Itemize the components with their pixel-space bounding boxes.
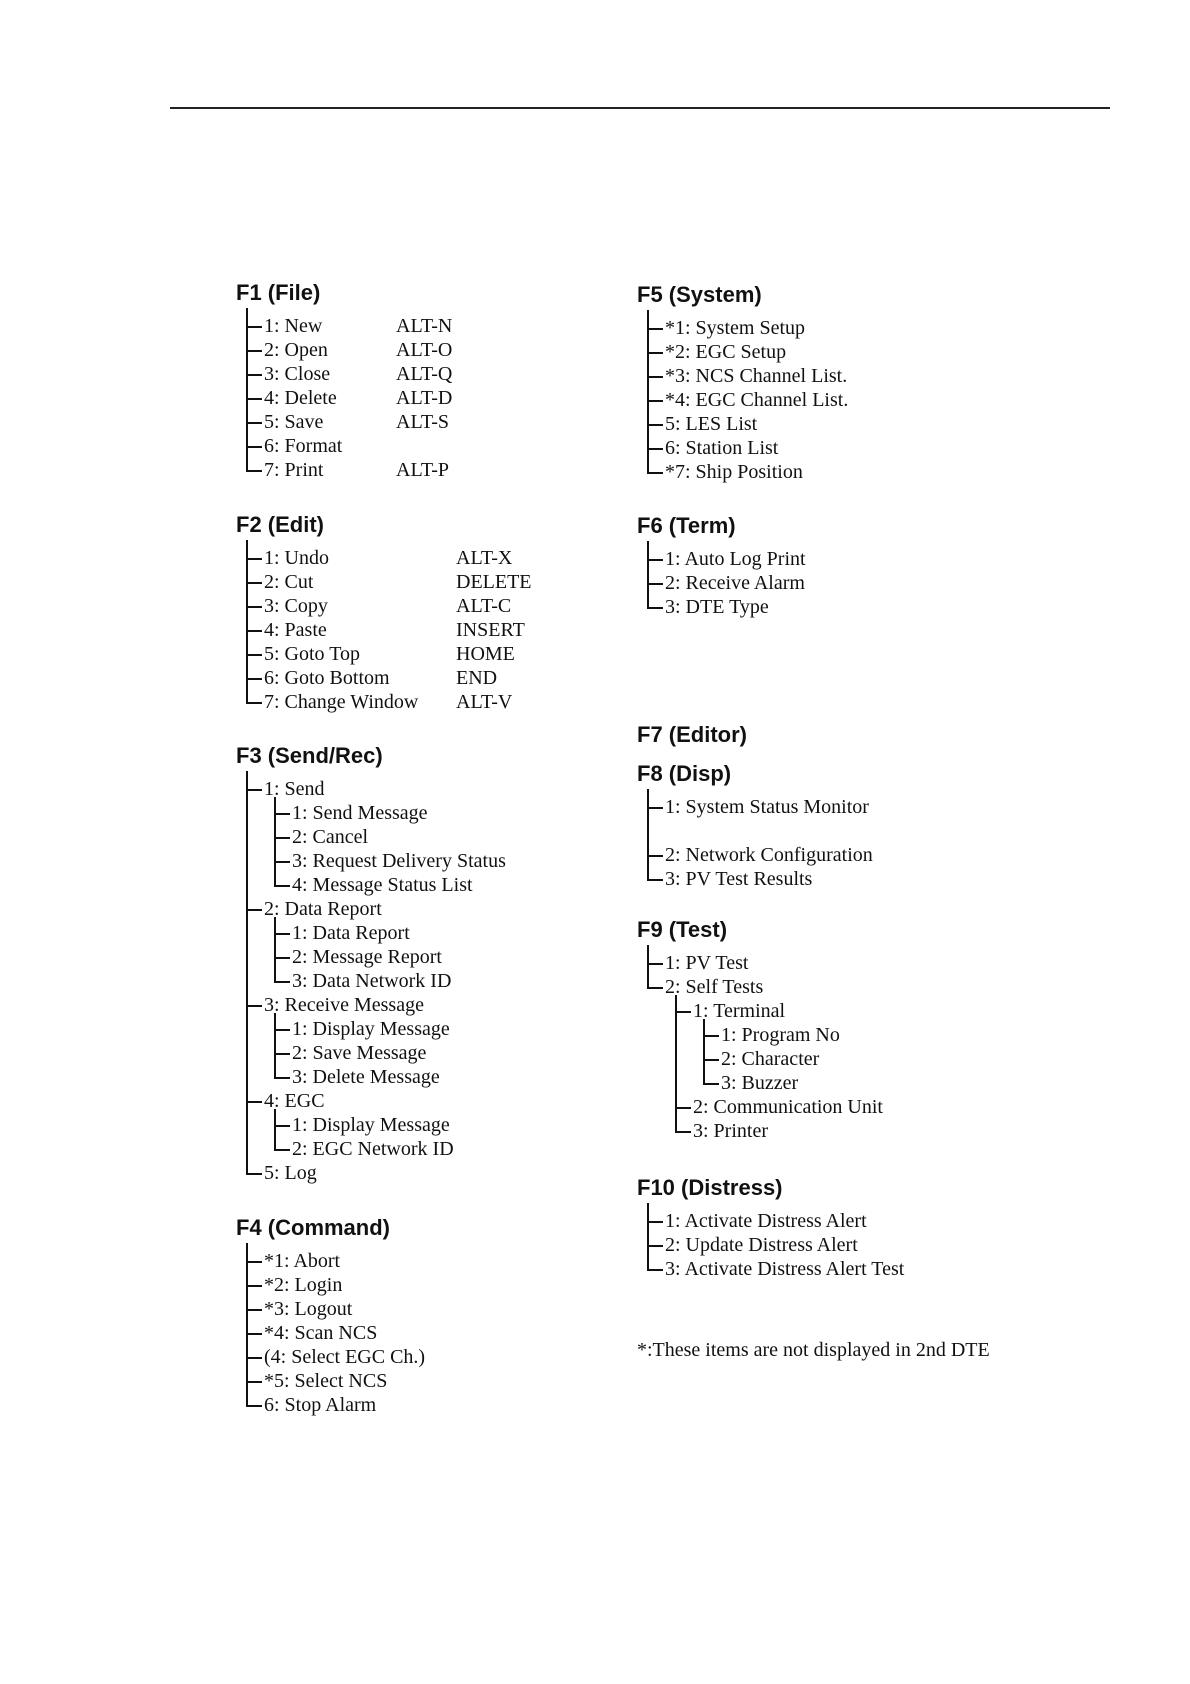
tree-connector-line <box>246 446 262 448</box>
tree-connector-line <box>246 326 262 328</box>
tree-connector-line <box>246 1285 262 1287</box>
tree-connector-line <box>246 1309 262 1311</box>
menu-item-label: 2: Character <box>721 1048 820 1070</box>
menu-item-label: 1: Display Message <box>292 1114 450 1136</box>
menu-item-label: 3: Delete Message <box>292 1066 440 1088</box>
tree-connector-line <box>647 448 663 450</box>
menu-f7 <box>637 720 747 750</box>
tree-connector-line <box>274 813 290 815</box>
tree-connector-line <box>675 1107 691 1109</box>
menu-item-label: 7: Print <box>264 459 324 481</box>
tree-connector-line <box>246 470 262 472</box>
menu-item-label: 6: Stop Alarm <box>264 1394 377 1416</box>
tree-connector-line <box>246 1173 262 1175</box>
menu-item-label: 3: Request Delivery Status <box>292 850 506 872</box>
menu-f9 <box>637 915 883 1142</box>
tree-branch-line <box>647 1203 649 1269</box>
tree-connector-line <box>647 424 663 426</box>
menu-item-shortcut: ALT-C <box>456 595 512 617</box>
menu-item-label: *2: Login <box>264 1274 343 1296</box>
tree-connector-line <box>246 1005 262 1007</box>
menu-f2 <box>236 510 532 713</box>
menu-item-shortcut: DELETE <box>456 571 532 593</box>
tree-connector-line <box>246 702 262 704</box>
tree-connector-line <box>274 1149 290 1151</box>
tree-branch-line <box>246 771 248 1173</box>
menu-item-label: 1: Activate Distress Alert <box>665 1210 867 1232</box>
tree-branch-line <box>647 945 649 987</box>
tree-connector-line <box>647 376 663 378</box>
menu-item-label: 2: Data Report <box>264 898 382 920</box>
tree-connector-line <box>647 583 663 585</box>
menu-item-label: 1: Program No <box>721 1024 840 1046</box>
tree-connector-line <box>246 909 262 911</box>
menu-item-shortcut: INSERT <box>456 619 525 641</box>
menu-item-label: 1: PV Test <box>665 952 749 974</box>
menu-item-shortcut: END <box>456 667 498 689</box>
tree-connector-line <box>675 1131 691 1133</box>
tree-connector-line <box>675 1011 691 1013</box>
tree-connector-line <box>246 558 262 560</box>
menu-item-label: 5: Goto Top <box>264 643 361 665</box>
tree-connector-line <box>246 1101 262 1103</box>
menu-title-f2: F2 (Edit) <box>236 512 324 537</box>
tree-connector-line <box>246 1333 262 1335</box>
menu-title-f1: F1 (File) <box>236 280 321 305</box>
menu-item-label: 4: Paste <box>264 619 327 641</box>
menu-item-shortcut: ALT-P <box>396 459 449 481</box>
menu-item-label: 2: Update Distress Alert <box>665 1234 858 1256</box>
tree-branch-line <box>647 541 649 607</box>
tree-connector-line <box>246 630 262 632</box>
menu-item-label: 1: System Status Monitor <box>665 796 869 818</box>
tree-connector-line <box>647 400 663 402</box>
menu-item-label: 7: Change Window <box>264 691 419 713</box>
menu-item-label: 3: DTE Type <box>665 596 769 618</box>
tree-branch-line <box>647 789 649 879</box>
tree-connector-line <box>246 374 262 376</box>
menu-item-label: 2: Communication Unit <box>693 1096 883 1118</box>
menu-item-label: *4: Scan NCS <box>264 1322 378 1344</box>
menu-f8 <box>637 759 873 890</box>
tree-connector-line <box>246 398 262 400</box>
menu-item-label: 1: New <box>264 315 323 337</box>
tree-branch-line <box>274 1013 276 1077</box>
menu-item-shortcut: HOME <box>456 643 515 665</box>
menu-title-f8: F8 (Disp) <box>637 761 732 786</box>
menu-item-label: 1: Undo <box>264 547 329 569</box>
tree-connector-line <box>274 885 290 887</box>
menu-item-shortcut: ALT-O <box>396 339 453 361</box>
tree-connector-line <box>647 352 663 354</box>
menu-item-label: 2: Network Configuration <box>665 844 873 866</box>
menu-title-f3: F3 (Send/Rec) <box>236 743 383 768</box>
tree-connector-line <box>246 678 262 680</box>
menu-item-label: 3: Buzzer <box>721 1072 799 1094</box>
tree-connector-line <box>647 987 663 989</box>
tree-branch-line <box>274 797 276 885</box>
menu-item-label: 3: Close <box>264 363 331 385</box>
tree-connector-line <box>274 1077 290 1079</box>
menu-item-label: 3: Printer <box>693 1120 768 1142</box>
menu-item-label: *3: NCS Channel List. <box>665 365 848 387</box>
menu-f4 <box>236 1213 426 1416</box>
tree-connector-line <box>647 807 663 809</box>
menu-title-f10: F10 (Distress) <box>637 1175 783 1200</box>
menu-item-label: 2: Self Tests <box>665 976 764 998</box>
tree-connector-line <box>246 1405 262 1407</box>
menu-title-f7: F7 (Editor) <box>637 722 747 747</box>
menu-item-label: 2: Receive Alarm <box>665 572 805 594</box>
menu-item-label: 2: EGC Network ID <box>292 1138 454 1160</box>
menu-item-label: 4: Message Status List <box>292 874 473 896</box>
header-rule <box>170 107 1110 109</box>
menu-item-label: 3: PV Test Results <box>665 868 813 890</box>
tree-connector-line <box>647 855 663 857</box>
menu-item-label: 1: Display Message <box>292 1018 450 1040</box>
tree-connector-line <box>274 837 290 839</box>
tree-connector-line <box>647 1221 663 1223</box>
menu-item-label: 2: Open <box>264 339 328 361</box>
tree-connector-line <box>647 879 663 881</box>
menu-item-label: 1: Send <box>264 778 325 800</box>
menu-item-label: *7: Ship Position <box>665 461 803 483</box>
menu-f3 <box>236 741 506 1184</box>
menu-item-label: 3: Activate Distress Alert Test <box>665 1258 905 1280</box>
menu-item-label: 2: Message Report <box>292 946 442 968</box>
menu-item-label: 1: Data Report <box>292 922 410 944</box>
menu-item-label: 2: Cut <box>264 571 314 593</box>
menu-item-label: 6: Station List <box>665 437 779 459</box>
tree-connector-line <box>647 607 663 609</box>
tree-connector-line <box>246 789 262 791</box>
tree-connector-line <box>246 1381 262 1383</box>
menu-title-f5: F5 (System) <box>637 282 762 307</box>
menu-item-label: 3: Copy <box>264 595 328 617</box>
tree-branch-line <box>274 1109 276 1149</box>
menu-item-label: 1: Auto Log Print <box>665 548 806 570</box>
menu-item-shortcut: ALT-Q <box>396 363 453 385</box>
tree-connector-line <box>274 1053 290 1055</box>
tree-connector-line <box>274 933 290 935</box>
menu-item-label: 2: Save Message <box>292 1042 427 1064</box>
tree-connector-line <box>246 1357 262 1359</box>
menu-item-label: 5: Save <box>264 411 324 433</box>
menu-item-shortcut: ALT-S <box>396 411 449 433</box>
menu-item-label: *3: Logout <box>264 1298 353 1320</box>
tree-connector-line <box>246 582 262 584</box>
tree-connector-line <box>274 981 290 983</box>
menu-item-label: 3: Data Network ID <box>292 970 452 992</box>
tree-connector-line <box>703 1059 719 1061</box>
tree-connector-line <box>246 422 262 424</box>
menu-item-shortcut: ALT-N <box>396 315 453 337</box>
tree-connector-line <box>647 963 663 965</box>
menu-f5 <box>637 280 849 483</box>
menu-item-label: 5: Log <box>264 1162 317 1184</box>
tree-branch-line <box>274 917 276 981</box>
menu-item-label: 1: Send Message <box>292 802 428 824</box>
menu-item-shortcut: ALT-X <box>456 547 513 569</box>
menu-title-f6: F6 (Term) <box>637 513 736 538</box>
tree-connector-line <box>274 1029 290 1031</box>
menu-item-label: 4: Delete <box>264 387 337 409</box>
menu-f6 <box>637 511 806 618</box>
menu-item-label: 3: Receive Message <box>264 994 424 1016</box>
menu-item-label: 2: Cancel <box>292 826 369 848</box>
tree-connector-line <box>274 1125 290 1127</box>
footnote: *:These items are not displayed in 2nd DTE <box>637 1339 990 1361</box>
menu-item-label: *4: EGC Channel List. <box>665 389 849 411</box>
menu-item-label: *1: System Setup <box>665 317 806 339</box>
tree-connector-line <box>647 1269 663 1271</box>
menu-item-label: *1: Abort <box>264 1250 341 1272</box>
menu-item-label: (4: Select EGC Ch.) <box>264 1346 426 1368</box>
tree-connector-line <box>647 559 663 561</box>
tree-connector-line <box>647 472 663 474</box>
menu-item-label: *2: EGC Setup <box>665 341 787 363</box>
menu-item-shortcut: ALT-D <box>396 387 453 409</box>
menu-f1 <box>236 278 453 481</box>
menu-title-f4: F4 (Command) <box>236 1215 390 1240</box>
menu-item-label: 4: EGC <box>264 1090 325 1112</box>
menu-item-label: 1: Terminal <box>693 1000 786 1022</box>
tree-connector-line <box>703 1035 719 1037</box>
tree-connector-line <box>274 957 290 959</box>
tree-connector-line <box>246 350 262 352</box>
menu-item-label: *5: Select NCS <box>264 1370 388 1392</box>
menu-item-label: 6: Format <box>264 435 343 457</box>
tree-connector-line <box>647 1245 663 1247</box>
tree-branch-line <box>703 1019 705 1083</box>
menu-f10 <box>637 1173 905 1280</box>
tree-connector-line <box>703 1083 719 1085</box>
tree-connector-line <box>647 328 663 330</box>
tree-connector-line <box>246 1261 262 1263</box>
tree-connector-line <box>246 606 262 608</box>
menu-title-f9: F9 (Test) <box>637 917 728 942</box>
tree-connector-line <box>246 654 262 656</box>
menu-item-label: 5: LES List <box>665 413 758 435</box>
tree-connector-line <box>274 861 290 863</box>
tree-branch-line <box>675 995 677 1131</box>
menu-item-label: 6: Goto Bottom <box>264 667 390 689</box>
menu-item-shortcut: ALT-V <box>456 691 513 713</box>
